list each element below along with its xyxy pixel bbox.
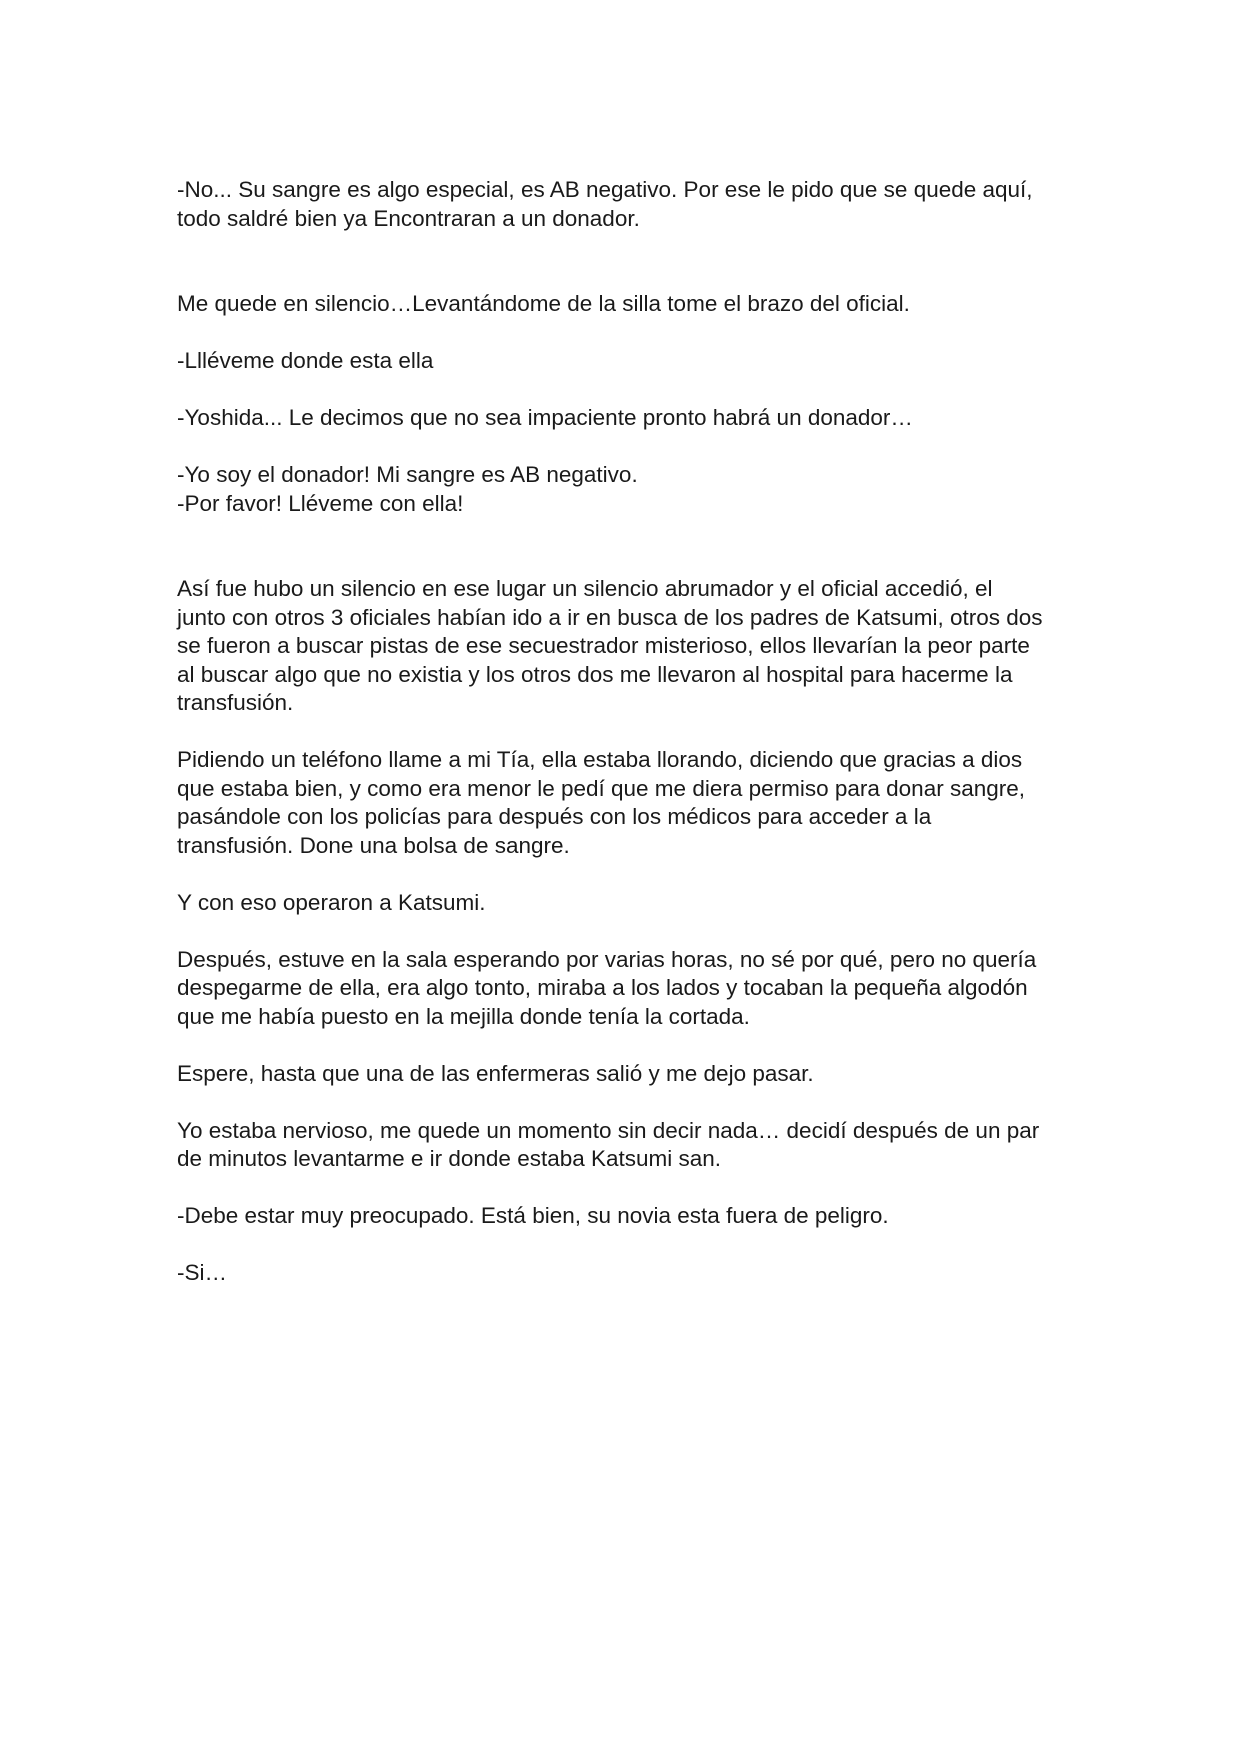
paragraph-13: -Si… — [177, 1260, 227, 1285]
paragraph-gap — [177, 233, 1077, 290]
paragraph-gap — [177, 1088, 1077, 1117]
paragraph-11: Yo estaba nervioso, me quede un momento sin decir nada… decidí después de un par de minutos levantarme e ir donde estaba Katsumi san. — [177, 1117, 1040, 1171]
paragraph-5: -Yo soy el donador! Mi sangre es AB negativo. -Por favor! Lléveme con ella! — [177, 462, 638, 516]
document-body — [177, 176, 1077, 1288]
paragraph-10: Espere, hasta que una de las enfermeras salió y me dejo pasar. — [177, 1060, 814, 1086]
paragraph-gap — [177, 860, 1077, 889]
paragraph-gap — [177, 1174, 1077, 1203]
paragraph-1: -No... Su sangre es algo especial, es AB negativo. Por ese le pido que se quede aquí, todo saldré bien ya Encontraran a un donador. — [177, 177, 1033, 231]
paragraph-gap — [177, 1231, 1077, 1260]
paragraph-gap — [177, 433, 1077, 462]
paragraph-7: Pidiendo un teléfono llame a mi Tía, ella estaba llorando, diciendo que gracias a dios que estaba bien, y como era menor le pedí que me diera permiso para donar sangre, pasándole con los policías para después con los médicos para acceder a la transfusión. Done una bolsa de sangre. — [177, 747, 1026, 858]
paragraph-gap — [177, 1031, 1077, 1060]
paragraph-gap — [177, 376, 1077, 405]
paragraph-gap — [177, 518, 1077, 575]
paragraph-4: -Yoshida... Le decimos que no sea impaciente pronto habrá un donador… — [177, 405, 913, 430]
paragraph-gap — [177, 917, 1077, 946]
paragraph-9: Después, estuve en la sala esperando por varias horas, no sé por qué, pero no quería despegarme de ella, era algo tonto, miraba a los lados y tocaban la pequeña algodón que me había puesto en la mejilla donde tenía la cortada. — [177, 946, 1037, 1029]
paragraph-gap — [177, 718, 1077, 747]
paragraph-8: Y con eso operaron a Katsumi. — [177, 889, 486, 915]
paragraph-6: Así fue hubo un silencio en ese lugar un silencio abrumador y el oficial accedió, el junto con otros 3 oficiales habían ido a ir en busca de los padres de Katsumi, otros dos se fueron a buscar pistas de ese secuestrador misterioso, ellos llevarían la peor parte al buscar algo que no existia y los otros dos me llevaron al hospital para hacerme la transfusión. — [177, 576, 1043, 715]
paragraph-gap — [177, 319, 1077, 348]
paragraph-12: -Debe estar muy preocupado. Está bien, su novia esta fuera de peligro. — [177, 1203, 889, 1228]
paragraph-2: Me quede en silencio…Levantándome de la silla tome el brazo del oficial. — [177, 291, 910, 316]
paragraph-3: -Llléveme donde esta ella — [177, 348, 434, 373]
